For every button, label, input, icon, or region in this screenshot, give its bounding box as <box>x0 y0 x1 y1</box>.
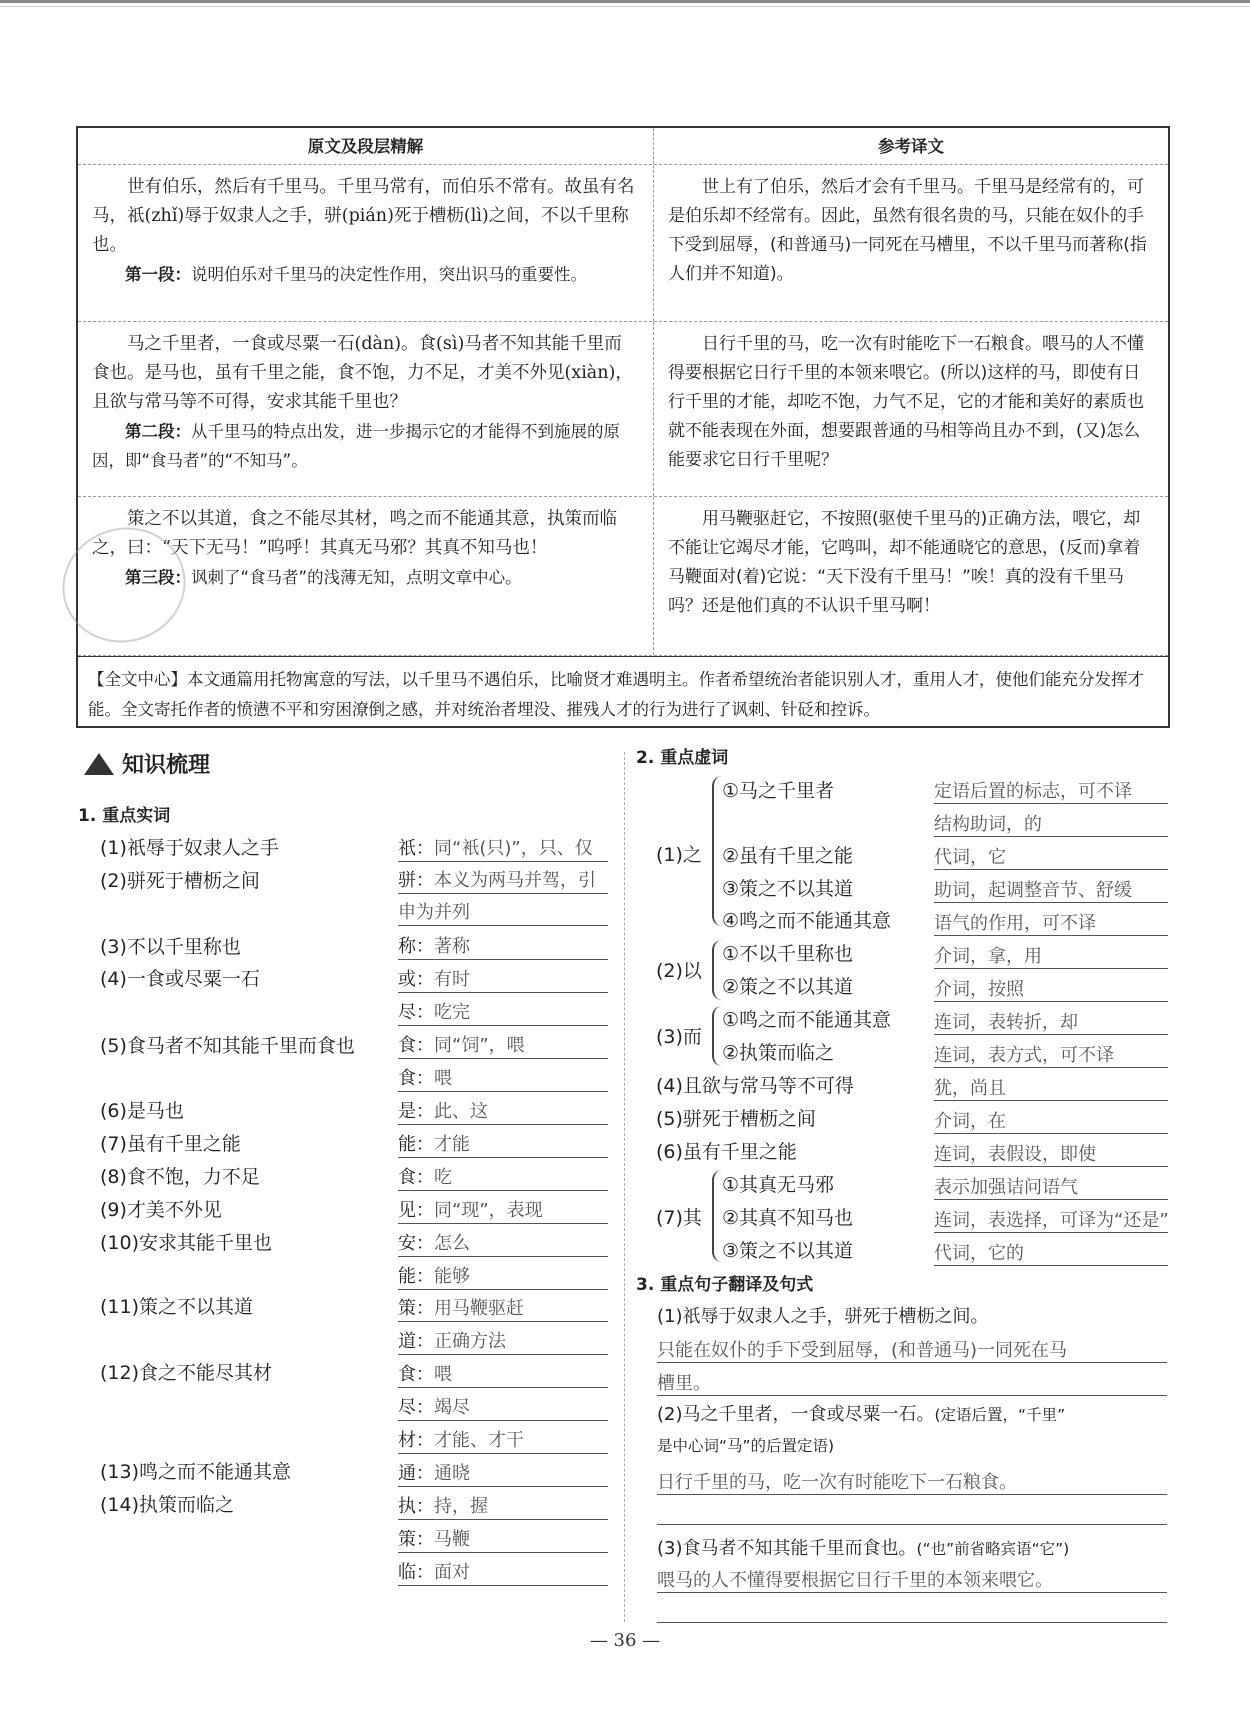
answer-line: 食：喂 <box>398 1360 608 1388</box>
answer-line: 表示加强诘问语气 <box>934 1173 1168 1200</box>
translation-line-blank <box>657 1502 1167 1525</box>
sentence-note: 是中心词“马”的后置定语) <box>657 1437 835 1455</box>
sentence: (3)食马者不知其能千里而食也。(“也”前省略宾语“它”) <box>657 1538 1070 1559</box>
table-row <box>78 322 1168 497</box>
group-label: (1)之 <box>656 844 702 866</box>
list-item: (4)一食或尽粟一石 <box>100 968 260 990</box>
answer-line: 连词，表转折，却 <box>934 1008 1168 1035</box>
original-text: 马之千里者，一食或尽粟一石(dàn)。食(sì)马者不知其能千里而食也。是马也，虽有千里之能，食不饱，力不足，才美不外见(xiàn)，且欲与常马等不可得，安求其能千里也？ <box>92 334 633 412</box>
answer-line: 连词，表方式，可不译 <box>934 1041 1168 1068</box>
answer-line: 骈：本义为两马并驾，引 <box>398 866 608 894</box>
translation-line-blank <box>657 1600 1167 1623</box>
translation-line: 只能在奴仆的手下受到屈辱，(和普通马)一同死在马 <box>657 1336 1167 1363</box>
answer-line: 道：正确方法 <box>398 1327 608 1355</box>
answer-line: 食：喂 <box>398 1064 608 1092</box>
list-item: (11)策之不以其道 <box>100 1296 254 1318</box>
brace <box>712 1170 722 1262</box>
answer-line: 语气的作用，可不译 <box>934 909 1168 936</box>
group-label: (3)而 <box>656 1026 702 1048</box>
answer-line: 连词，表选择，可译为“还是” <box>934 1206 1168 1233</box>
sentence: (1)祇辱于奴隶人之手，骈死于槽枥之间。 <box>657 1306 989 1327</box>
segment-text: 从千里马的特点出发，进一步揭示它的才能得不到施展的原因，即“食马者”的“不知马”。 <box>92 422 620 470</box>
pyramid-icon <box>84 753 114 775</box>
part2-title: 2. 重点虚词 <box>636 748 729 768</box>
answer-line: 执：持，握 <box>398 1492 608 1520</box>
segment-text: 说明伯乐对千里马的决定性作用，突出识马的重要性。 <box>191 265 587 284</box>
part3-title: 3. 重点句子翻译及句式 <box>636 1275 814 1295</box>
answer-line: 通：通晓 <box>398 1459 608 1487</box>
header-translation: 参考译文 <box>878 137 944 156</box>
list-item: (5)食马者不知其能千里而食也 <box>100 1035 355 1057</box>
translation-line: 喂马的人不懂得要根据它日行千里的本领来喂它。 <box>657 1566 1167 1593</box>
list-item: (12)食之不能尽其材 <box>100 1362 273 1384</box>
part1-title: 1. 重点实词 <box>78 806 171 826</box>
answer-line: 连词，表假设，即使 <box>934 1140 1168 1167</box>
original-text: 世有伯乐，然后有千里马。千里马常有，而伯乐不常有。故虽有名马，祇(zhǐ)辱于奴隶人之手，骈(pián)死于槽枥(lì)之间，不以千里称也。 <box>92 177 635 255</box>
translation-text: 日行千里的马，吃一次有时能吃下一石粮食。喂马的人不懂得要根据它日行千里的本领来喂它。(所以)这样的马，即使有日行千里的才能，却吃不饱，力气不足，它的才能和美好的素质也就不能表现在外面，想要跟普通的马相等尚且办不到，(又)怎么能要求它日行千里呢？ <box>668 334 1144 470</box>
list-item: ②策之不以其道 <box>722 976 854 998</box>
original-text: 策之不以其道，食之不能尽其材，鸣之而不能通其意，执策而临之，曰：“天下无马！”呜呼！其真无马邪？其真不知马也！ <box>92 509 617 558</box>
list-item: (7)虽有千里之能 <box>100 1133 241 1155</box>
list-item: ①不以千里称也 <box>722 943 854 965</box>
answer-line: 能：能够 <box>398 1262 608 1290</box>
column-divider <box>624 752 626 1622</box>
answer-line: 策：马鞭 <box>398 1525 608 1553</box>
answer-line: 食：同“饲”，喂 <box>398 1031 608 1059</box>
answer-line: 临：面对 <box>398 1558 608 1586</box>
translation-text: 世上有了伯乐，然后才会有千里马。千里马是经常有的，可是伯乐却不经常有。因此，虽然有很名贵的马，只能在奴仆的手下受到屈辱，(和普通马)一同死在马槽里，不以千里马而著称(指人们并不知道)。 <box>668 177 1147 284</box>
answer-line: 助词，起调整音节、舒缓 <box>934 876 1168 903</box>
answer-line: 尽：吃完 <box>398 998 608 1026</box>
answer-line: 介词，在 <box>934 1107 1168 1134</box>
translation-line: 日行千里的马，吃一次有时能吃下一石粮食。 <box>657 1468 1167 1495</box>
list-item: ③策之不以其道 <box>722 1240 854 1262</box>
list-item: (5)骈死于槽枥之间 <box>656 1108 816 1130</box>
answer-line: 尽：竭尽 <box>398 1393 608 1421</box>
answer-line: 称：著称 <box>398 932 608 960</box>
brace <box>712 1006 722 1066</box>
list-item: ①鸣之而不能通其意 <box>722 1009 892 1031</box>
list-item: ①其真无马邪 <box>722 1174 835 1196</box>
list-item: ③策之不以其道 <box>722 878 854 900</box>
list-item: (6)是马也 <box>100 1100 184 1122</box>
top-rule <box>0 0 1250 3</box>
translation-line: 槽里。 <box>657 1369 1167 1396</box>
answer-line: 能：才能 <box>398 1130 608 1158</box>
answer-line: 代词，它 <box>934 843 1168 870</box>
list-item: (4)且欲与常马等不可得 <box>656 1075 854 1097</box>
answer-line: 介词，按照 <box>934 975 1168 1002</box>
list-item: (13)鸣之而不能通其意 <box>100 1461 292 1483</box>
group-label: (7)其 <box>656 1207 702 1229</box>
answer-line: 策：用马鞭驱赶 <box>398 1294 608 1322</box>
answer-line: 申为并列 <box>398 898 608 926</box>
full-text-summary: 【全文中心】本文通篇用托物寓意的写法，以千里马不遇伯乐，比喻贤才难遇明主。作者希望统治者能识别人才，重用人才，使他们能充分发挥才能。全文寄托作者的愤懑不平和穷困潦倒之感，并对统治者埋没、摧残人才的行为进行了讽刺、针砭和控诉。 <box>78 656 1168 726</box>
brace <box>712 940 722 1000</box>
top-rule-thin <box>0 6 1250 7</box>
list-item: (1)祇辱于奴隶人之手 <box>100 837 279 859</box>
answer-line: 祇：同“衹(只)”，只、仅 <box>398 834 608 862</box>
list-item: (10)安求其能千里也 <box>100 1232 273 1254</box>
translation-text: 用马鞭驱赶它，不按照(驱使千里马的)正确方法，喂它，却不能让它竭尽才能，它鸣叫，却不能通晓它的意思，(反而)拿着马鞭面对(着)它说：“天下没有千里马！”唉！真的没有千里马吗？还是他们真的不认识千里马啊！ <box>668 509 1141 616</box>
segment-label: 第一段： <box>125 265 191 284</box>
answer-line: 安：怎么 <box>398 1229 608 1257</box>
list-item: ①马之千里者 <box>722 780 835 802</box>
list-item: ②执策而临之 <box>722 1042 835 1064</box>
answer-line: 定语后置的标志，可不译 <box>934 777 1168 804</box>
answer-line: 代词，它的 <box>934 1239 1168 1266</box>
list-item: (14)执策而临之 <box>100 1494 235 1516</box>
segment-label: 第三段： <box>125 568 191 587</box>
answer-line: 或：有时 <box>398 965 608 993</box>
answer-line: 结构助词，的 <box>934 810 1168 837</box>
answer-line: 见：同“现”，表现 <box>398 1196 608 1224</box>
list-item: ②其真不知马也 <box>722 1207 854 1229</box>
answer-line: 材：才能、才干 <box>398 1426 608 1454</box>
table-row <box>78 497 1168 656</box>
segment-text: 讽刺了“食马者”的浅薄无知，点明文章中心。 <box>191 568 522 587</box>
table-header-row <box>78 128 1168 165</box>
list-item: (3)不以千里称也 <box>100 936 241 958</box>
table-row <box>78 165 1168 322</box>
list-item: (8)食不饱，力不足 <box>100 1166 260 1188</box>
list-item: (9)才美不外见 <box>100 1199 222 1221</box>
group-label: (2)以 <box>656 960 702 982</box>
list-item: ②虽有千里之能 <box>722 845 854 867</box>
segment-label: 第二段： <box>125 422 191 441</box>
list-item: (2)骈死于槽枥之间 <box>100 870 260 892</box>
answer-line: 食：吃 <box>398 1163 608 1191</box>
brace <box>712 776 722 926</box>
answer-line: 犹，尚且 <box>934 1074 1168 1101</box>
text-comparison-table <box>76 126 1170 728</box>
header-original: 原文及段层精解 <box>78 128 654 164</box>
list-item: ④鸣之而不能通其意 <box>722 910 892 932</box>
answer-line: 介词，拿，用 <box>934 942 1168 969</box>
answer-line: 是：此、这 <box>398 1097 608 1125</box>
page-number: — 36 — <box>589 1630 661 1651</box>
sentence: (2)马之千里者，一食或尽粟一石。(定语后置，“千里” <box>657 1404 1066 1425</box>
list-item: (6)虽有千里之能 <box>656 1141 797 1163</box>
section-title: 知识梳理 <box>84 748 210 779</box>
